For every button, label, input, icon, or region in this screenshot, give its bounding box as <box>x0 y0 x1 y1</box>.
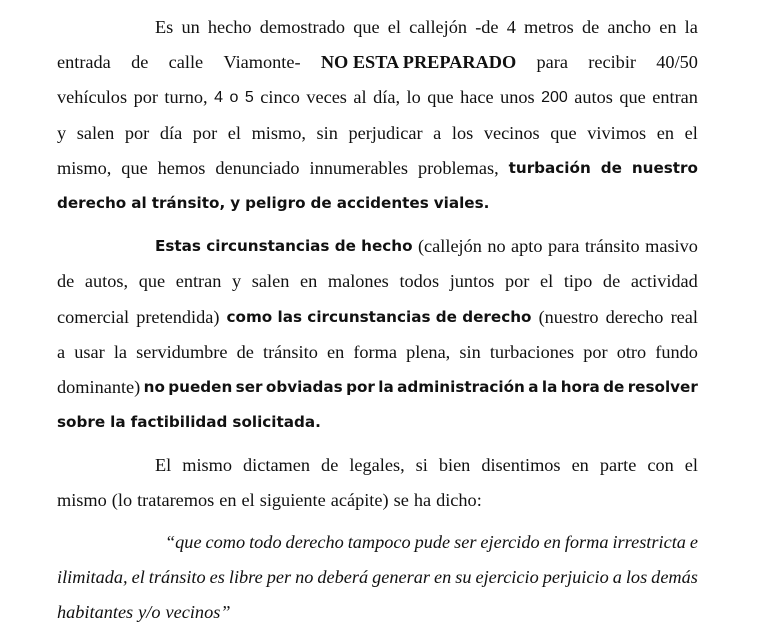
word: administración <box>397 377 525 396</box>
word: nuestro <box>631 158 698 177</box>
word: derecho <box>57 193 127 212</box>
word: -de <box>475 17 499 37</box>
word: que <box>353 17 380 37</box>
word: mismo, <box>57 157 112 178</box>
word: salen <box>76 122 115 143</box>
word: el <box>684 455 698 476</box>
word: sobre <box>57 413 106 432</box>
word: demostrado <box>259 17 346 37</box>
word: (lo <box>111 490 133 511</box>
word: a <box>57 341 66 362</box>
word: a <box>612 566 622 587</box>
word: no <box>487 236 506 257</box>
word: que <box>138 271 166 292</box>
word: es <box>209 566 225 587</box>
word: por <box>346 377 375 396</box>
paragraph-callejon <box>57 10 698 221</box>
text-line <box>57 595 698 630</box>
word: en <box>659 17 677 37</box>
word: “que <box>165 531 202 552</box>
word: el <box>387 17 401 37</box>
text-line <box>57 335 698 370</box>
word: mismo <box>182 455 233 476</box>
word: de <box>600 158 622 177</box>
word: que <box>619 87 646 108</box>
word: los <box>625 566 648 587</box>
word: ejercicio <box>475 566 539 587</box>
word: el <box>540 271 554 292</box>
word: veces <box>306 87 347 108</box>
text-line <box>57 151 698 186</box>
word: o <box>229 89 239 107</box>
word: tránsito <box>263 341 318 362</box>
word: ha <box>413 490 432 511</box>
text-line <box>57 300 698 335</box>
word: parte <box>599 455 637 476</box>
word: pueden <box>168 377 233 396</box>
word: de <box>602 271 621 292</box>
word: entran <box>175 271 222 292</box>
word: y <box>232 271 242 292</box>
word: resolver <box>627 377 698 396</box>
word: de <box>131 52 149 73</box>
word: malones <box>327 271 389 292</box>
word: en <box>299 271 318 292</box>
word: forma <box>564 531 609 552</box>
word: Viamonte- <box>223 52 301 73</box>
word: recibir <box>588 52 636 73</box>
word: solicitada. <box>232 413 321 432</box>
word: callejón <box>409 17 468 37</box>
word: hecho <box>207 17 252 37</box>
text-line <box>57 45 698 80</box>
word: 40/50 <box>656 52 698 73</box>
word: y <box>230 193 241 212</box>
word: que <box>121 157 148 178</box>
word: de <box>321 455 339 476</box>
word: todo <box>249 531 282 552</box>
word: vecinos” <box>165 602 231 622</box>
word: el <box>684 122 698 143</box>
word: hemos <box>157 157 206 178</box>
word: calle <box>168 52 204 73</box>
word: factibilidad <box>130 413 228 432</box>
word: servidumbre <box>136 341 228 362</box>
word: no <box>143 377 165 396</box>
word: día <box>159 122 183 143</box>
word: deberá <box>317 566 369 587</box>
word: entrada <box>57 52 111 73</box>
word: al <box>353 87 367 108</box>
word: la <box>113 341 128 362</box>
paragraph-circunstancias <box>57 229 698 440</box>
word: hace <box>460 87 494 108</box>
word: Estas circunstancias de hecho <box>155 237 413 256</box>
text-line <box>57 116 698 151</box>
word: día, <box>373 87 401 108</box>
paragraph-dictamen <box>57 448 698 518</box>
word: en <box>433 566 452 587</box>
paragraph-gap <box>57 221 698 229</box>
word: autos <box>574 87 613 108</box>
word: mismo <box>57 490 107 511</box>
word: si <box>415 455 428 476</box>
word: disentimos <box>481 455 561 476</box>
word: 4 <box>214 89 223 107</box>
word: por <box>583 341 608 362</box>
word: 200 <box>541 89 568 107</box>
word: por <box>133 87 158 108</box>
word: por <box>124 122 150 143</box>
word: autos, <box>84 271 129 292</box>
word: por <box>192 122 218 143</box>
word: sin <box>459 341 481 362</box>
word: a <box>528 377 539 396</box>
word: (nuestro <box>538 306 599 327</box>
word: turbaciones <box>489 341 575 362</box>
text-line <box>57 405 698 440</box>
word: los <box>451 122 474 143</box>
word: ancho <box>607 17 652 37</box>
word: en <box>326 341 345 362</box>
word: derecho <box>605 306 664 327</box>
word: al <box>131 193 147 212</box>
word: de <box>310 193 332 212</box>
text-line <box>57 560 698 595</box>
word: el <box>241 490 255 511</box>
word: ilimitada, <box>57 566 128 587</box>
word: sin <box>316 122 338 143</box>
word: per <box>266 566 292 587</box>
word: tránsito <box>148 566 206 587</box>
word: Es <box>155 17 174 37</box>
word: denunciado <box>215 157 300 178</box>
word: hora <box>560 377 600 396</box>
word: como las circunstancias de derecho <box>226 307 532 326</box>
text-line <box>57 10 698 45</box>
word: ejercido <box>480 531 540 552</box>
word: se <box>393 490 409 511</box>
word: tránsito <box>584 236 640 257</box>
word: generar <box>372 566 430 587</box>
word: dictamen <box>243 455 311 476</box>
word: siguiente <box>259 490 326 511</box>
word: mismo, <box>251 122 306 143</box>
word: con <box>647 455 674 476</box>
word: accidentes <box>336 193 429 212</box>
word: la <box>541 377 558 396</box>
word: tránsito, <box>151 193 226 212</box>
word: para <box>536 52 568 73</box>
word: turbación <box>508 158 591 177</box>
word: libre <box>228 566 263 587</box>
text-line <box>57 264 698 299</box>
word: por <box>505 271 530 292</box>
word: trataremos <box>137 490 215 511</box>
word: dominante) <box>57 376 141 397</box>
word: de <box>236 341 254 362</box>
text-line <box>57 525 698 560</box>
word: pude <box>414 531 451 552</box>
word: que <box>550 122 577 143</box>
word: real <box>670 306 698 327</box>
word: tipo <box>563 271 593 292</box>
word: obviadas <box>265 377 343 396</box>
word: el <box>227 122 241 143</box>
word: y/o <box>138 602 161 622</box>
word: vehículos <box>57 87 128 108</box>
word: juntos <box>449 271 495 292</box>
word: 4 <box>506 17 516 37</box>
word: derecho <box>285 531 344 552</box>
word: legales, <box>349 455 405 476</box>
document-page <box>57 10 698 630</box>
word: bien <box>438 455 471 476</box>
paragraph-gap <box>57 440 698 448</box>
word: viales. <box>433 193 490 212</box>
word: lo <box>406 87 421 108</box>
word: la <box>684 17 698 37</box>
word: perjudicar <box>348 122 423 143</box>
word: en <box>219 490 237 511</box>
word: habitantes <box>57 602 134 622</box>
word: la <box>110 413 126 432</box>
text-line <box>57 483 698 518</box>
word: (callejón <box>417 236 482 257</box>
word: entran <box>652 87 698 108</box>
word: en <box>656 122 675 143</box>
word: irrestricta <box>612 531 686 552</box>
text-line <box>57 186 698 221</box>
word: pretendida) <box>136 306 220 327</box>
text-line <box>57 80 698 115</box>
word: unos <box>500 87 535 108</box>
word: que <box>427 87 454 108</box>
word: comercial <box>57 306 130 327</box>
word: e <box>689 531 698 552</box>
word: para <box>547 236 580 257</box>
word: de <box>57 271 75 292</box>
word: vecinos <box>483 122 540 143</box>
word: NO ESTA PREPARADO <box>320 52 517 73</box>
word: un <box>181 17 200 37</box>
word: fundo <box>655 341 698 362</box>
word: en <box>571 455 589 476</box>
text-line <box>57 370 698 405</box>
word: dicho: <box>436 490 482 511</box>
word: plena, <box>406 341 451 362</box>
word: la <box>378 377 394 396</box>
word: cinco <box>260 87 300 108</box>
word: no <box>295 566 314 587</box>
word: demás <box>651 566 698 587</box>
word: a <box>433 122 442 143</box>
word: otro <box>616 341 647 362</box>
word: innumerables <box>309 157 409 178</box>
word: ser <box>235 377 263 396</box>
word: de <box>581 17 600 37</box>
paragraph-quote <box>57 525 698 630</box>
word: acápite) <box>330 490 389 511</box>
word: el <box>131 566 145 587</box>
word: apto <box>511 236 543 257</box>
word: masivo <box>645 236 698 257</box>
word: y <box>57 122 67 143</box>
word: vivimos <box>587 122 647 143</box>
word: ser <box>454 531 477 552</box>
word: turno, <box>164 87 208 108</box>
text-line <box>57 229 698 264</box>
word: actividad <box>630 271 698 292</box>
word: su <box>455 566 472 587</box>
word: perjuicio <box>542 566 609 587</box>
word: metros <box>524 17 574 37</box>
word: tampoco <box>347 531 411 552</box>
word: como <box>205 531 246 552</box>
word: forma <box>353 341 397 362</box>
word: en <box>543 531 561 552</box>
text-line <box>57 448 698 483</box>
word: usar <box>74 341 105 362</box>
word: todos <box>399 271 440 292</box>
word: 5 <box>244 89 254 107</box>
word: salen <box>251 271 290 292</box>
word: peligro <box>245 193 306 212</box>
word: El <box>155 455 172 476</box>
word: de <box>603 377 625 396</box>
word: problemas, <box>417 157 499 178</box>
